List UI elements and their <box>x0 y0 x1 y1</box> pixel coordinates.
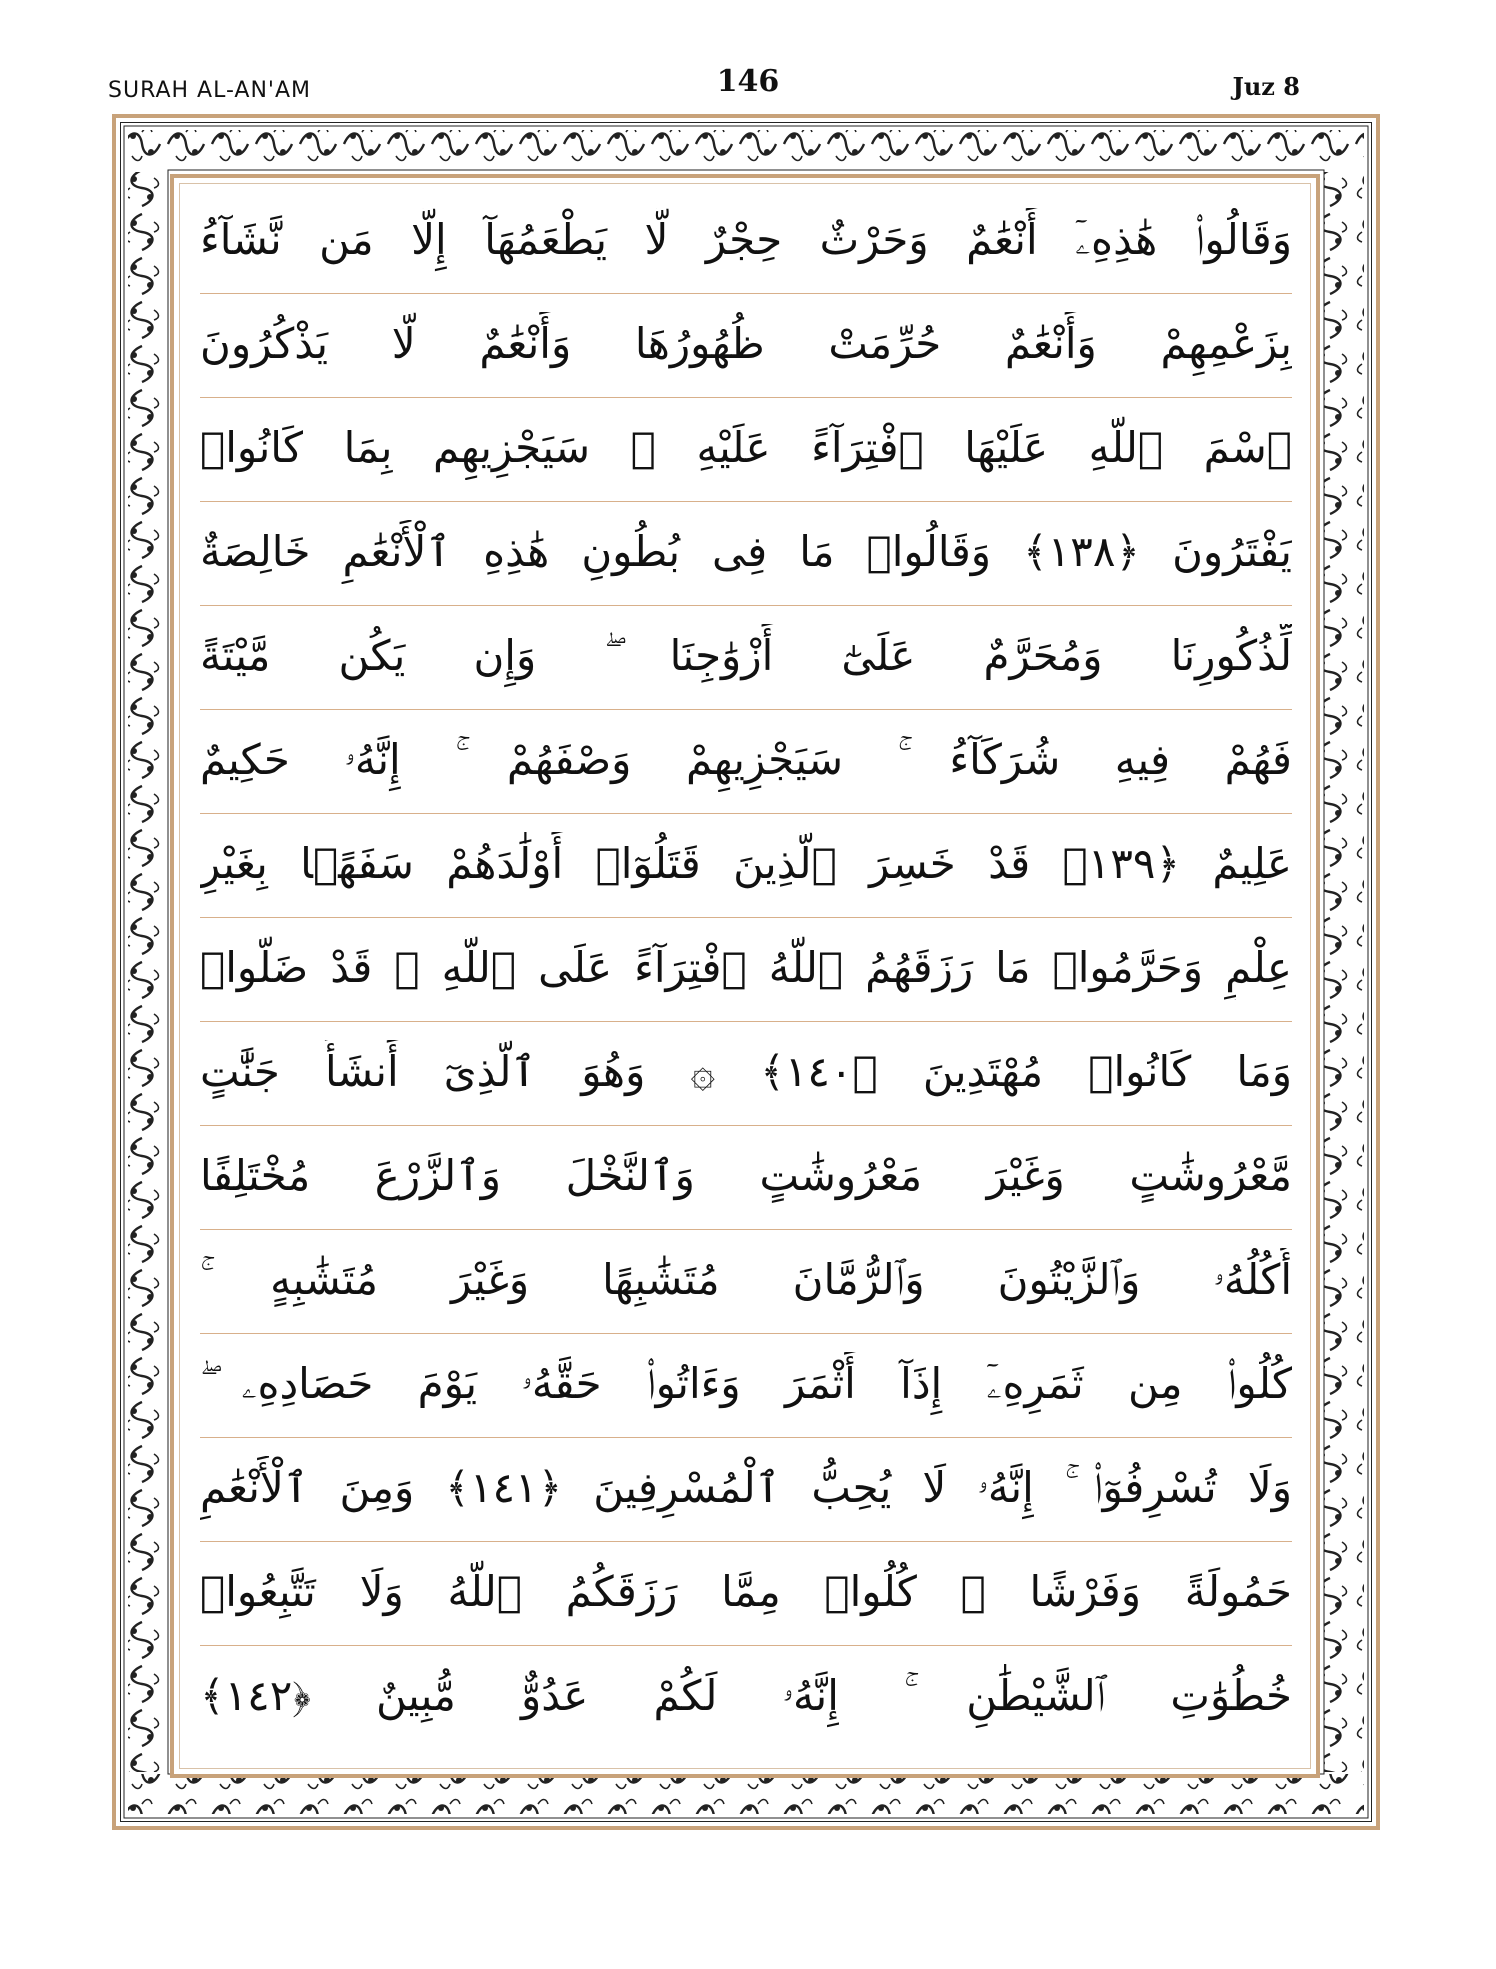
verse-line-text: كُلُوا۟ مِن ثَمَرِهِۦٓ إِذَآ أَثْمَرَ وَءَاتُوا۟ حَقَّهُۥ يَوْمَ حَصَادِهِۦ ۖ <box>200 1359 1292 1408</box>
verse-line-text: يَفْتَرُونَ ﴿١٣٨﴾ وَقَالُوا۟ مَا فِى بُطُونِ هَٰذِهِ ٱلْأَنْعَٰمِ خَالِصَةٌ <box>200 527 1292 576</box>
verse-line-text: عَلِيمٌ ﴿١٣٩﴾ قَدْ خَسِرَ ٱلَّذِينَ قَتَلُوٓا۟ أَوْلَٰدَهُمْ سَفَهًۢا بِغَيْرِ <box>200 839 1292 888</box>
juz-label: Juz 8 <box>1232 72 1300 101</box>
page-number: 146 <box>716 64 780 99</box>
text-line <box>200 294 1292 398</box>
verse-line-text: فَهُمْ فِيهِ شُرَكَآءُ ۚ سَيَجْزِيهِمْ وَصْفَهُمْ ۚ إِنَّهُۥ حَكِيمٌ <box>200 735 1292 784</box>
page-header <box>0 56 1496 116</box>
quran-text-area <box>200 190 1292 1770</box>
verse-line-text: أُكُلُهُۥ وَٱلزَّيْتُونَ وَٱلرُّمَّانَ مُتَشَٰبِهًا وَغَيْرَ مُتَشَٰبِهٍ ۚ <box>200 1255 1292 1304</box>
verse-line-text: وَقَالُوا۟ هَٰذِهِۦٓ أَنْعَٰمٌ وَحَرْثٌ حِجْرٌ لَّا يَطْعَمُهَآ إِلَّا مَن نَّشَآءُ <box>200 215 1292 264</box>
text-line <box>200 710 1292 814</box>
verse-line-text: لِّذُكُورِنَا وَمُحَرَّمٌ عَلَىٰٓ أَزْوَٰجِنَا ۖ وَإِن يَكُن مَّيْتَةً <box>200 631 1292 680</box>
verse-line-text: مَّعْرُوشَٰتٍ وَغَيْرَ مَعْرُوشَٰتٍ وَٱلنَّخْلَ وَٱلزَّرْعَ مُخْتَلِفًا <box>200 1151 1292 1200</box>
surah-label: SURAH AL-AN'AM <box>108 78 312 103</box>
verse-line-text: ٱسْمَ ٱللَّهِ عَلَيْهَا ٱفْتِرَآءً عَلَيْهِ ۚ سَيَجْزِيهِم بِمَا كَانُوا۟ <box>200 423 1292 472</box>
verse-line-text: وَمَا كَانُوا۟ مُهْتَدِينَ ﴿١٤٠﴾ ۞ وَهُوَ ٱلَّذِىٓ أَنشَأَ جَنَّٰتٍ <box>200 1047 1292 1096</box>
text-line <box>200 190 1292 294</box>
text-line <box>200 398 1292 502</box>
verse-line-text: عِلْمٍ وَحَرَّمُوا۟ مَا رَزَقَهُمُ ٱللَّهُ ٱفْتِرَآءً عَلَى ٱللَّهِ ۚ قَدْ ضَلُّوا۟ <box>200 943 1292 992</box>
verse-line-text: حَمُولَةً وَفَرْشًا ۚ كُلُوا۟ مِمَّا رَزَقَكُمُ ٱللَّهُ وَلَا تَتَّبِعُوا۟ <box>200 1567 1292 1616</box>
text-line <box>200 502 1292 606</box>
verse-line-text: وَلَا تُسْرِفُوٓا۟ ۚ إِنَّهُۥ لَا يُحِبُّ ٱلْمُسْرِفِينَ ﴿١٤١﴾ وَمِنَ ٱلْأَنْعَٰمِ <box>200 1463 1292 1512</box>
text-line <box>200 1438 1292 1542</box>
text-line <box>200 1230 1292 1334</box>
text-line <box>200 918 1292 1022</box>
text-line <box>200 1022 1292 1126</box>
text-line <box>200 1646 1292 1750</box>
text-line <box>200 1542 1292 1646</box>
text-line <box>200 606 1292 710</box>
text-line <box>200 1334 1292 1438</box>
verse-line-text: خُطُوَٰتِ ٱلشَّيْطَٰنِ ۚ إِنَّهُۥ لَكُمْ عَدُوٌّ مُّبِينٌ ﴿١٤٢﴾ <box>200 1671 1292 1720</box>
verse-line-text: بِزَعْمِهِمْ وَأَنْعَٰمٌ حُرِّمَتْ ظُهُورُهَا وَأَنْعَٰمٌ لَّا يَذْكُرُونَ <box>200 319 1292 368</box>
text-line <box>200 1126 1292 1230</box>
text-line <box>200 814 1292 918</box>
